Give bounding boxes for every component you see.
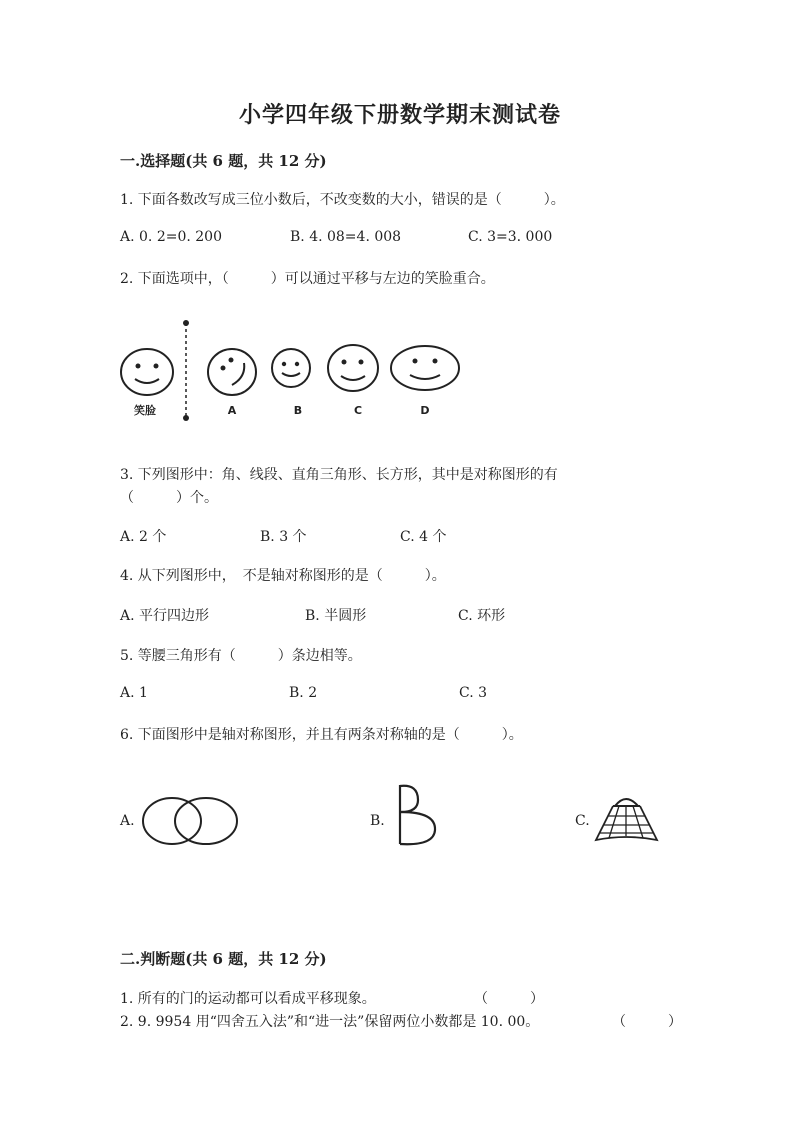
overlapping-circles-icon	[140, 795, 240, 847]
letter-b-shape-icon	[392, 780, 442, 850]
smiley-faces-figure	[110, 315, 480, 430]
figure-label-d: D	[420, 404, 430, 417]
question-4-option-a: A. 平行四边形	[120, 608, 210, 624]
question-6-option-b-label: B.	[370, 813, 385, 829]
tf-question-1-text: 1. 所有的门的运动都可以看成平移现象。	[120, 991, 376, 1007]
section-heading-true-false: 二.判断题(共 6 题，共 12 分)	[120, 950, 327, 968]
question-1-text: 1. 下面各数改写成三位小数后，不改变数的大小，错误的是（ ）。	[120, 192, 565, 208]
figure-label-b: B	[293, 404, 303, 417]
tf-question-2-text: 2. 9. 9954 用“四舍五入法”和“进一法”保留两位小数都是 10. 00。	[120, 1014, 540, 1030]
question-5-option-b: B. 2	[289, 685, 318, 701]
question-5-text: 5. 等腰三角形有（ ）条边相等。	[120, 648, 362, 664]
section-heading-choice: 一.选择题(共 6 题，共 12 分)	[120, 152, 327, 170]
question-1-option-a: A. 0. 2=0. 200	[120, 229, 222, 245]
question-5-option-a: A. 1	[120, 685, 148, 701]
question-1-option-c: C. 3=3. 000	[468, 229, 553, 245]
question-2-text: 2. 下面选项中，（ ）可以通过平移与左边的笑脸重合。	[120, 271, 495, 287]
option-a-smiley-icon	[208, 349, 256, 395]
question-3-text-line-1: 3. 下列图形中：角、线段、直角三角形、长方形，其中是对称图形的有	[120, 467, 558, 483]
question-4-text: 4. 从下列图形中， 不是轴对称图形的是（ ）。	[120, 568, 446, 584]
shuttlecock-icon	[593, 790, 661, 848]
question-6-option-a-label: A.	[120, 813, 135, 829]
figure-label-c: C	[353, 404, 363, 417]
question-4-option-c: C. 环形	[458, 608, 506, 624]
question-5-option-c: C. 3	[459, 685, 488, 701]
question-6-option-c-label: C.	[575, 813, 590, 829]
figure-label-reference: 笑脸	[134, 404, 156, 417]
option-c-smiley-icon	[328, 345, 378, 391]
question-3-option-c: C. 4 个	[400, 529, 447, 545]
question-3-text-line-2: （ ）个。	[120, 490, 218, 506]
dashed-axis-line	[183, 320, 189, 421]
figure-label-a: A	[227, 404, 237, 417]
question-3-option-a: A. 2 个	[120, 529, 167, 545]
page-title: 小学四年级下册数学期末测试卷	[238, 102, 561, 128]
question-6-text: 6. 下面图形中是轴对称图形，并且有两条对称轴的是（ ）。	[120, 727, 523, 743]
question-4-option-b: B. 半圆形	[305, 608, 367, 624]
tf-question-1-blank: （ ）	[474, 991, 544, 1007]
question-1-option-b: B. 4. 08=4. 008	[290, 229, 402, 245]
option-d-smiley-icon	[391, 346, 459, 390]
option-b-smiley-icon	[272, 349, 310, 387]
reference-smiley-icon	[121, 349, 173, 395]
tf-question-2-blank: （ ）	[612, 1014, 682, 1030]
question-3-option-b: B. 3 个	[260, 529, 307, 545]
